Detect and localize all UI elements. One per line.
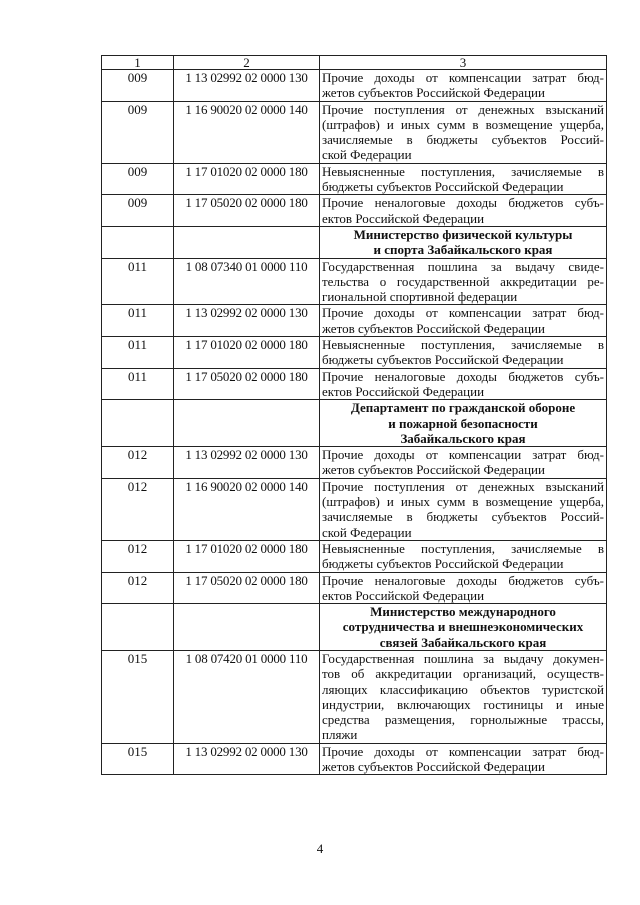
budget-code-cell: 1 17 01020 02 0000 180	[174, 540, 320, 572]
table-row	[102, 101, 607, 163]
description-cell	[320, 650, 607, 743]
admin-code-cell: 012	[102, 478, 174, 540]
description-cell	[320, 478, 607, 540]
section-title	[320, 604, 607, 651]
description-line: бюджеты субъектов Российской Федерации	[322, 179, 564, 195]
description-line: тельства о государственной аккредитации ре-	[322, 273, 604, 289]
budget-code-cell: 1 17 05020 02 0000 180	[174, 572, 320, 604]
section-title	[320, 400, 607, 447]
table-row	[102, 337, 607, 369]
description-line: ектов Российской Федерации	[322, 210, 485, 226]
budget-code-cell: 1 17 01020 02 0000 180	[174, 163, 320, 195]
header-col-2: 2	[174, 56, 320, 70]
description-line: Невыясненные поступления, зачисляемые в	[322, 540, 604, 556]
table-row	[102, 305, 607, 337]
description-line: бюджеты субъектов Российской Федерации	[322, 352, 564, 368]
description-line: зачисляемые в бюджеты субъектов Россий-	[322, 132, 604, 148]
description-line: гиональной спортивной федерации	[322, 289, 518, 305]
table-row	[102, 540, 607, 572]
budget-code-cell: 1 16 90020 02 0000 140	[174, 478, 320, 540]
table-row	[102, 258, 607, 305]
description-line: зачисляемые в бюджеты субъектов Россий-	[322, 509, 604, 525]
description-line: пляжи	[322, 727, 358, 743]
table-row	[102, 650, 607, 743]
description-line: (штрафов) и иных сумм в возмещение ущерба,	[322, 116, 604, 132]
description-cell	[320, 337, 607, 369]
description-cell	[320, 70, 607, 102]
section-row	[102, 604, 607, 651]
revenue-codes-table	[101, 55, 607, 775]
admin-code-cell: 011	[102, 337, 174, 369]
description-line: Прочие доходы от компенсации затрат бюд-	[322, 70, 604, 85]
description-line: Невыясненные поступления, зачисляемые в	[322, 163, 604, 179]
description-cell	[320, 305, 607, 337]
description-line: Прочие поступления от денежных взысканий	[322, 478, 604, 494]
budget-code-cell: 1 08 07340 01 0000 110	[174, 258, 320, 305]
description-line: Прочие доходы от компенсации затрат бюд-	[322, 743, 604, 759]
page-number: 4	[316, 841, 324, 856]
description-line: ектов Российской Федерации	[322, 587, 485, 603]
admin-code-cell: 011	[102, 305, 174, 337]
table-row	[102, 368, 607, 400]
empty-cell	[174, 604, 320, 651]
description-line: Прочие неналоговые доходы бюджетов субъ-	[322, 195, 604, 211]
empty-cell	[102, 226, 174, 258]
table-body	[102, 70, 607, 775]
empty-cell	[102, 400, 174, 447]
empty-cell	[102, 604, 174, 651]
description-cell	[320, 163, 607, 195]
header-col-1: 1	[102, 56, 174, 70]
description-line: Прочие неналоговые доходы бюджетов субъ-	[322, 368, 604, 384]
empty-cell	[174, 226, 320, 258]
description-cell	[320, 743, 607, 775]
description-cell	[320, 258, 607, 305]
header-col-3: 3	[320, 56, 607, 70]
budget-code-cell: 1 13 02992 02 0000 130	[174, 447, 320, 479]
budget-code-cell: 1 13 02992 02 0000 130	[174, 305, 320, 337]
table-row	[102, 572, 607, 604]
description-cell	[320, 572, 607, 604]
admin-code-cell: 015	[102, 650, 174, 743]
description-line: (штрафов) и иных сумм в возмещение ущерба,	[322, 494, 604, 510]
description-line: ской Федерации	[322, 524, 412, 540]
table-row	[102, 70, 607, 102]
table-row	[102, 195, 607, 227]
section-title	[320, 226, 607, 258]
admin-code-cell: 009	[102, 70, 174, 102]
description-line: жетов субъектов Российской Федерации	[322, 320, 545, 336]
description-line: Прочие доходы от компенсации затрат бюд-	[322, 305, 604, 321]
description-line: индустрии, включающих гостиницы и иные	[322, 696, 604, 712]
budget-code-cell: 1 17 05020 02 0000 180	[174, 195, 320, 227]
description-line: ектов Российской Федерации	[322, 383, 485, 399]
budget-code-cell: 1 13 02992 02 0000 130	[174, 70, 320, 102]
admin-code-cell: 009	[102, 163, 174, 195]
description-cell	[320, 101, 607, 163]
table-header-row	[102, 56, 607, 70]
admin-code-cell: 012	[102, 447, 174, 479]
budget-code-cell: 1 16 90020 02 0000 140	[174, 101, 320, 163]
description-line: средства размещения, горнолыжные трассы,	[322, 712, 604, 728]
description-line: ляющих классификацию объектов туристской	[322, 681, 604, 697]
description-line: жетов субъектов Российской Федерации	[322, 85, 545, 101]
description-line: ской Федерации	[322, 147, 412, 163]
description-line: Невыясненные поступления, зачисляемые в	[322, 337, 604, 353]
admin-code-cell: 011	[102, 258, 174, 305]
section-row	[102, 226, 607, 258]
section-title-line: Министерство физической культуры	[353, 226, 573, 242]
section-title-line: и пожарной безопасности	[388, 415, 538, 431]
description-line: Государственная пошлина за выдачу докумен-	[322, 650, 604, 666]
table-row	[102, 743, 607, 775]
admin-code-cell: 012	[102, 540, 174, 572]
admin-code-cell: 015	[102, 743, 174, 775]
table-row	[102, 478, 607, 540]
admin-code-cell: 009	[102, 101, 174, 163]
table-row	[102, 163, 607, 195]
description-line: бюджеты субъектов Российской Федерации	[322, 556, 564, 572]
description-line: Прочие доходы от компенсации затрат бюд-	[322, 447, 604, 463]
description-cell	[320, 447, 607, 479]
admin-code-cell: 011	[102, 368, 174, 400]
description-cell	[320, 368, 607, 400]
budget-code-cell: 1 13 02992 02 0000 130	[174, 743, 320, 775]
budget-code-cell: 1 08 07420 01 0000 110	[174, 650, 320, 743]
section-row	[102, 400, 607, 447]
description-line: жетов субъектов Российской Федерации	[322, 462, 545, 478]
section-title-line: связей Забайкальского края	[379, 634, 547, 650]
section-title-line: Министерство международного	[370, 604, 556, 620]
description-line: Прочие поступления от денежных взысканий	[322, 101, 604, 117]
budget-code-cell: 1 17 05020 02 0000 180	[174, 368, 320, 400]
section-title-line: и спорта Забайкальского края	[373, 242, 553, 258]
description-line: Государственная пошлина за выдачу свиде-	[322, 258, 604, 274]
section-title-line: Забайкальского края	[400, 430, 526, 446]
section-title-line: сотрудничества и внешнеэкономических	[342, 619, 584, 635]
budget-code-cell: 1 17 01020 02 0000 180	[174, 337, 320, 369]
table-row	[102, 447, 607, 479]
description-cell	[320, 540, 607, 572]
admin-code-cell: 012	[102, 572, 174, 604]
section-title-line: Департамент по гражданской обороне	[350, 400, 576, 416]
empty-cell	[174, 400, 320, 447]
description-line: жетов субъектов Российской Федерации	[322, 759, 545, 775]
admin-code-cell: 009	[102, 195, 174, 227]
description-line: тов об аккредитации организаций, осуществ-	[322, 666, 604, 682]
description-line: Прочие неналоговые доходы бюджетов субъ-	[322, 572, 604, 588]
description-cell	[320, 195, 607, 227]
